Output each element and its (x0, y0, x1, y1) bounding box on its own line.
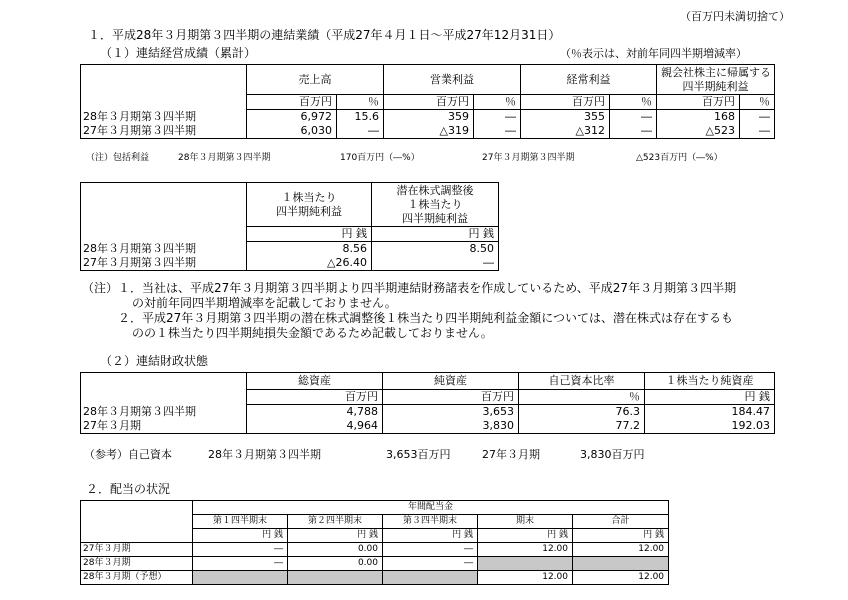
unit: ％ (519, 390, 645, 405)
cell: 6,030 (247, 124, 337, 139)
perf-corner (81, 65, 247, 95)
div-header-q1: 第１四半期末 (193, 515, 288, 529)
cell: 12.00 (478, 543, 573, 557)
div-header-q3: 第３四半期末 (383, 515, 478, 529)
unit-pct: ％ (474, 95, 521, 110)
unit-pct: ％ (610, 95, 657, 110)
cell: △319 (384, 124, 474, 139)
cell-shaded (573, 557, 669, 571)
comprehensive-note-period2: 27年３月期第３四半期 (482, 153, 575, 163)
sub1-title: （１）連結経営成績（累計） (100, 46, 257, 60)
eps-header-basic (247, 183, 372, 227)
perf-header-net-line2: 四半期純利益 (682, 79, 749, 93)
div-header-total: 合計 (573, 515, 669, 529)
row-label: 27年３月期 (81, 419, 247, 434)
cell: 4,788 (247, 405, 383, 420)
cell: 8.50 (372, 242, 499, 257)
cell: 12.00 (573, 543, 669, 557)
unit-m: 百万円 (247, 95, 337, 110)
cell: 168 (657, 110, 740, 125)
unit-yen: 円 銭 (372, 227, 499, 242)
div-group-header: 年間配当金 (193, 501, 669, 515)
cell: ― (474, 110, 521, 125)
cell: 4,964 (247, 419, 383, 434)
row-label: 27年３月期第３四半期 (81, 124, 247, 139)
fin-header-equity-ratio: 自己資本比率 (519, 373, 645, 390)
cell: ― (337, 124, 384, 139)
cell: 12.00 (478, 571, 573, 585)
cell: ― (193, 543, 288, 557)
eps-header-diluted-line3: 四半期純利益 (402, 211, 468, 225)
cell: 355 (521, 110, 610, 125)
cell: 184.47 (645, 405, 775, 420)
cell: 359 (384, 110, 474, 125)
perf-header-op: 営業利益 (384, 65, 521, 95)
section2-title: ２．配当の状況 (86, 482, 171, 496)
comprehensive-note-value1: 170百万円（―%） (340, 153, 420, 163)
unit-yen: 円 銭 (573, 529, 669, 543)
equity-ref-label: （参考）自己資本 (84, 448, 172, 461)
row-label: 28年３月期第３四半期 (81, 110, 247, 125)
unit-note: （百万円未満切捨て） (680, 10, 790, 23)
note-1-line2: の対前年同四半期増減率を記載しておりません。 (132, 296, 397, 310)
comprehensive-note-label: （注）包括利益 (86, 153, 150, 163)
cell: 76.3 (519, 405, 645, 420)
unit-pct: ％ (740, 95, 775, 110)
cell-shaded (478, 557, 573, 571)
cell: △312 (521, 124, 610, 139)
perf-header-sales: 売上高 (247, 65, 384, 95)
section1-title: １．平成28年３月期第３四半期の連結業績（平成27年４月１日～平成27年12月31日） (88, 28, 561, 42)
cell: 15.6 (337, 110, 384, 125)
dividend-table (80, 500, 669, 585)
unit-yen: 円 銭 (288, 529, 383, 543)
sub1-note: （％表示は、対前年同四半期増減率） (560, 47, 747, 60)
cell-shaded (288, 571, 383, 585)
cell: 12.00 (573, 571, 669, 585)
perf-header-ord: 経常利益 (521, 65, 657, 95)
performance-table (80, 64, 775, 139)
unit: 円 銭 (645, 390, 775, 405)
perf-header-net (657, 65, 775, 95)
note-2-line2: のの１株当たり四半期純損失金額であるため記載しておりません。 (132, 326, 493, 340)
row-label: 28年３月期 (81, 557, 193, 571)
unit-yen: 円 銭 (478, 529, 573, 543)
row-label: 27年３月期 (81, 543, 193, 557)
eps-header-diluted-line2: １株当たり (407, 197, 463, 211)
cell-shaded (383, 571, 478, 585)
cell: ― (740, 110, 775, 125)
equity-ref-value2: 3,830百万円 (580, 448, 645, 461)
div-corner (81, 501, 193, 515)
unit-m: 百万円 (384, 95, 474, 110)
fin-header-net-assets: 純資産 (383, 373, 519, 390)
equity-ref-value1: 3,653百万円 (386, 448, 451, 461)
cell: 3,653 (383, 405, 519, 420)
unit: 百万円 (247, 390, 383, 405)
cell: △523 (657, 124, 740, 139)
comprehensive-note-value2: △523百万円（―%） (636, 153, 723, 163)
cell: ― (610, 124, 657, 139)
cell: 77.2 (519, 419, 645, 434)
unit-yen: 円 銭 (193, 529, 288, 543)
equity-ref-period1: 28年３月期第３四半期 (208, 448, 321, 461)
row-label: 28年３月期第３四半期 (81, 242, 247, 257)
fin-header-bps: １株当たり純資産 (645, 373, 775, 390)
cell: 8.56 (247, 242, 372, 257)
div-header-year-end: 期末 (478, 515, 573, 529)
note-1-line1: （注）１．当社は、平成27年３月期第３四半期より四半期連結財務諸表を作成しているため、平成27年３月期第３四半期 (82, 281, 737, 295)
cell: 192.03 (645, 419, 775, 434)
equity-ref-period2: 27年３月期 (482, 448, 540, 461)
eps-header-basic-line1: １株当たり (281, 190, 337, 204)
unit-m: 百万円 (521, 95, 610, 110)
comprehensive-note-period1: 28年３月期第３四半期 (178, 153, 271, 163)
row-label: 27年３月期第３四半期 (81, 256, 247, 271)
fin-header-total-assets: 総資産 (247, 373, 383, 390)
sub2-title: （２）連結財政状態 (100, 354, 209, 368)
cell: ― (474, 124, 521, 139)
cell: ― (383, 543, 478, 557)
cell: 0.00 (288, 557, 383, 571)
cell: ― (383, 557, 478, 571)
unit-yen: 円 銭 (247, 227, 372, 242)
unit-yen: 円 銭 (383, 529, 478, 543)
fin-corner (81, 373, 247, 390)
unit-pct: ％ (337, 95, 384, 110)
cell: 6,972 (247, 110, 337, 125)
unit-m: 百万円 (657, 95, 740, 110)
eps-header-diluted (372, 183, 499, 227)
eps-header-basic-line2: 四半期純利益 (276, 204, 342, 218)
eps-header-diluted-line1: 潜在株式調整後 (396, 183, 474, 197)
cell: △26.40 (247, 256, 372, 271)
cell-shaded (193, 571, 288, 585)
row-label: 28年３月期（予想） (81, 571, 193, 585)
perf-header-net-line1: 親会社株主に帰属する (661, 65, 771, 79)
cell: ― (193, 557, 288, 571)
row-label: 28年３月期第３四半期 (81, 405, 247, 420)
note-2-line1: ２．平成27年３月期第３四半期の潜在株式調整後１株当たり四半期純利益金額については、潜在株式は存在するも (118, 311, 734, 325)
cell: ― (372, 256, 499, 271)
financial-table (80, 372, 775, 434)
div-header-q2: 第２四半期末 (288, 515, 383, 529)
cell: ― (610, 110, 657, 125)
cell: ― (740, 124, 775, 139)
unit: 百万円 (383, 390, 519, 405)
eps-table (80, 182, 499, 271)
cell: 0.00 (288, 543, 383, 557)
eps-corner (81, 183, 247, 227)
cell: 3,830 (383, 419, 519, 434)
